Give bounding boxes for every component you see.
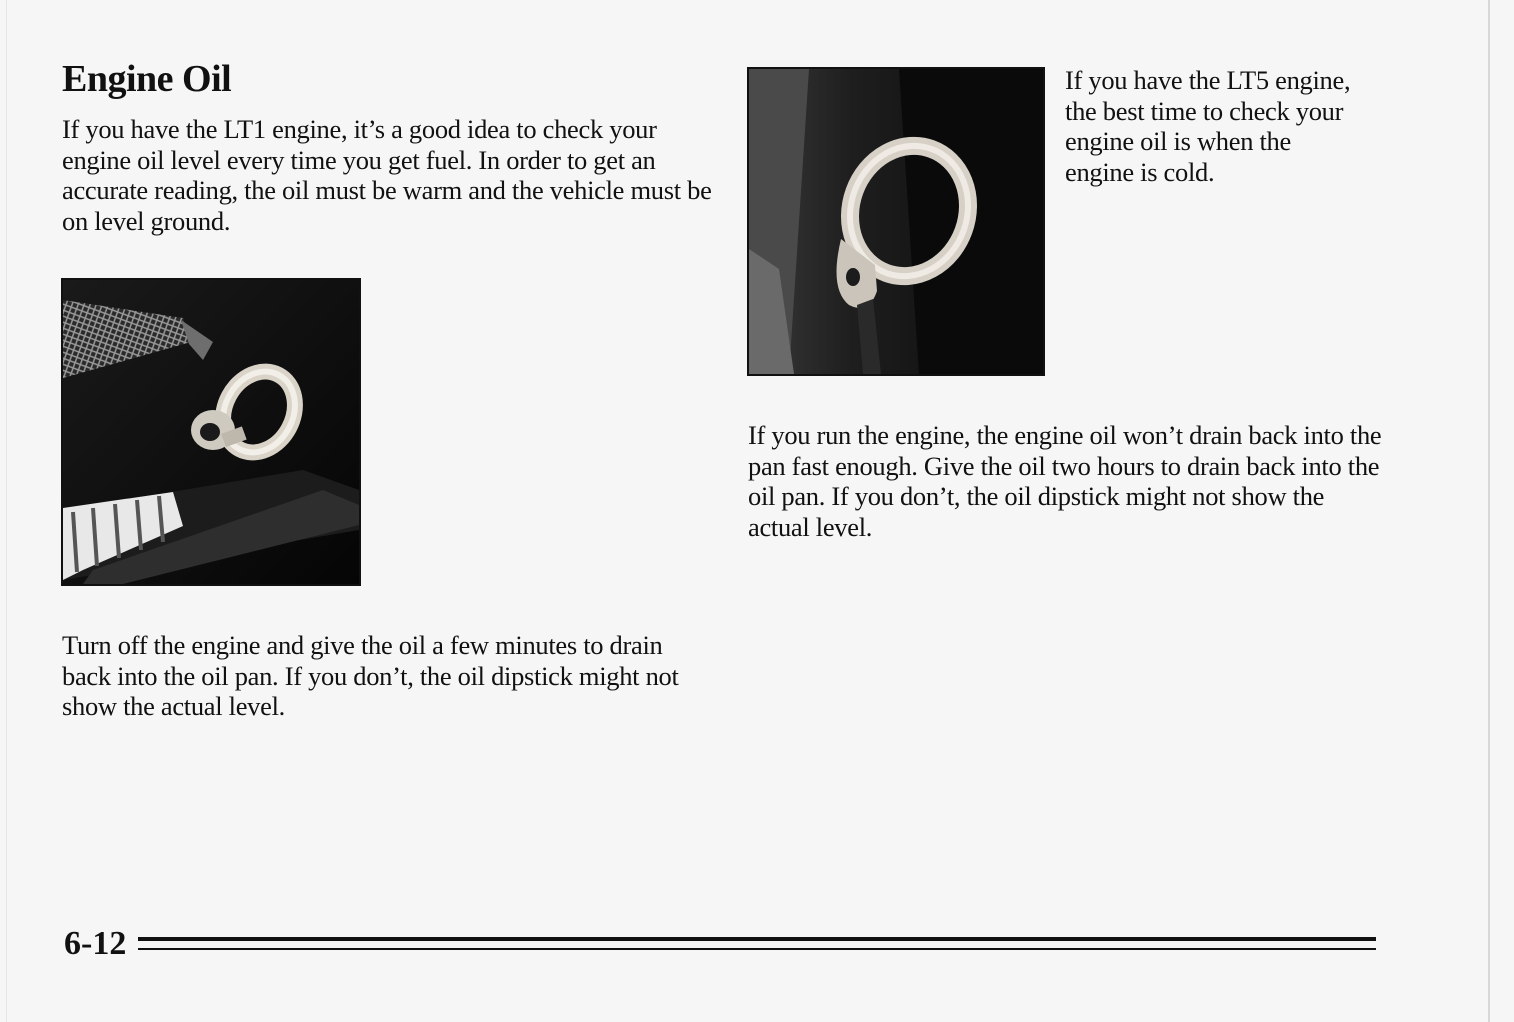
dipstick-photo-lt5 <box>747 67 1045 376</box>
lt5-intro-paragraph: If you have the LT5 engine, the best time to check your engine oil is when the engine is cold. <box>1065 65 1351 187</box>
page-edge-left <box>6 0 7 1022</box>
page-edge-right <box>1488 0 1490 1022</box>
lt1-turn-off-paragraph: Turn off the engine and give the oil a few minutes to drain back into the oil pan. If you don’t, the oil dipstick might not show the actual level. <box>62 630 679 722</box>
footer-rule-thin <box>138 948 1376 950</box>
page-number: 6-12 <box>64 925 127 962</box>
lt1-intro-paragraph: If you have the LT1 engine, it’s a good idea to check your engine oil level every time you get fuel. In order to get an accurate reading, the oil must be warm and the vehicle must be on level ground. <box>62 114 712 236</box>
footer-rule-thick <box>138 937 1376 941</box>
page-title: Engine Oil <box>62 58 232 100</box>
dipstick-lt1-illustration <box>63 280 359 584</box>
dipstick-lt5-illustration <box>749 69 1043 374</box>
dipstick-photo-lt1 <box>61 278 361 586</box>
lt5-run-paragraph: If you run the engine, the engine oil won’t drain back into the pan fast enough. Give the oil two hours to drain back into the oil pan. If you don’t, the oil dipstick might not show the actual level. <box>748 420 1382 542</box>
